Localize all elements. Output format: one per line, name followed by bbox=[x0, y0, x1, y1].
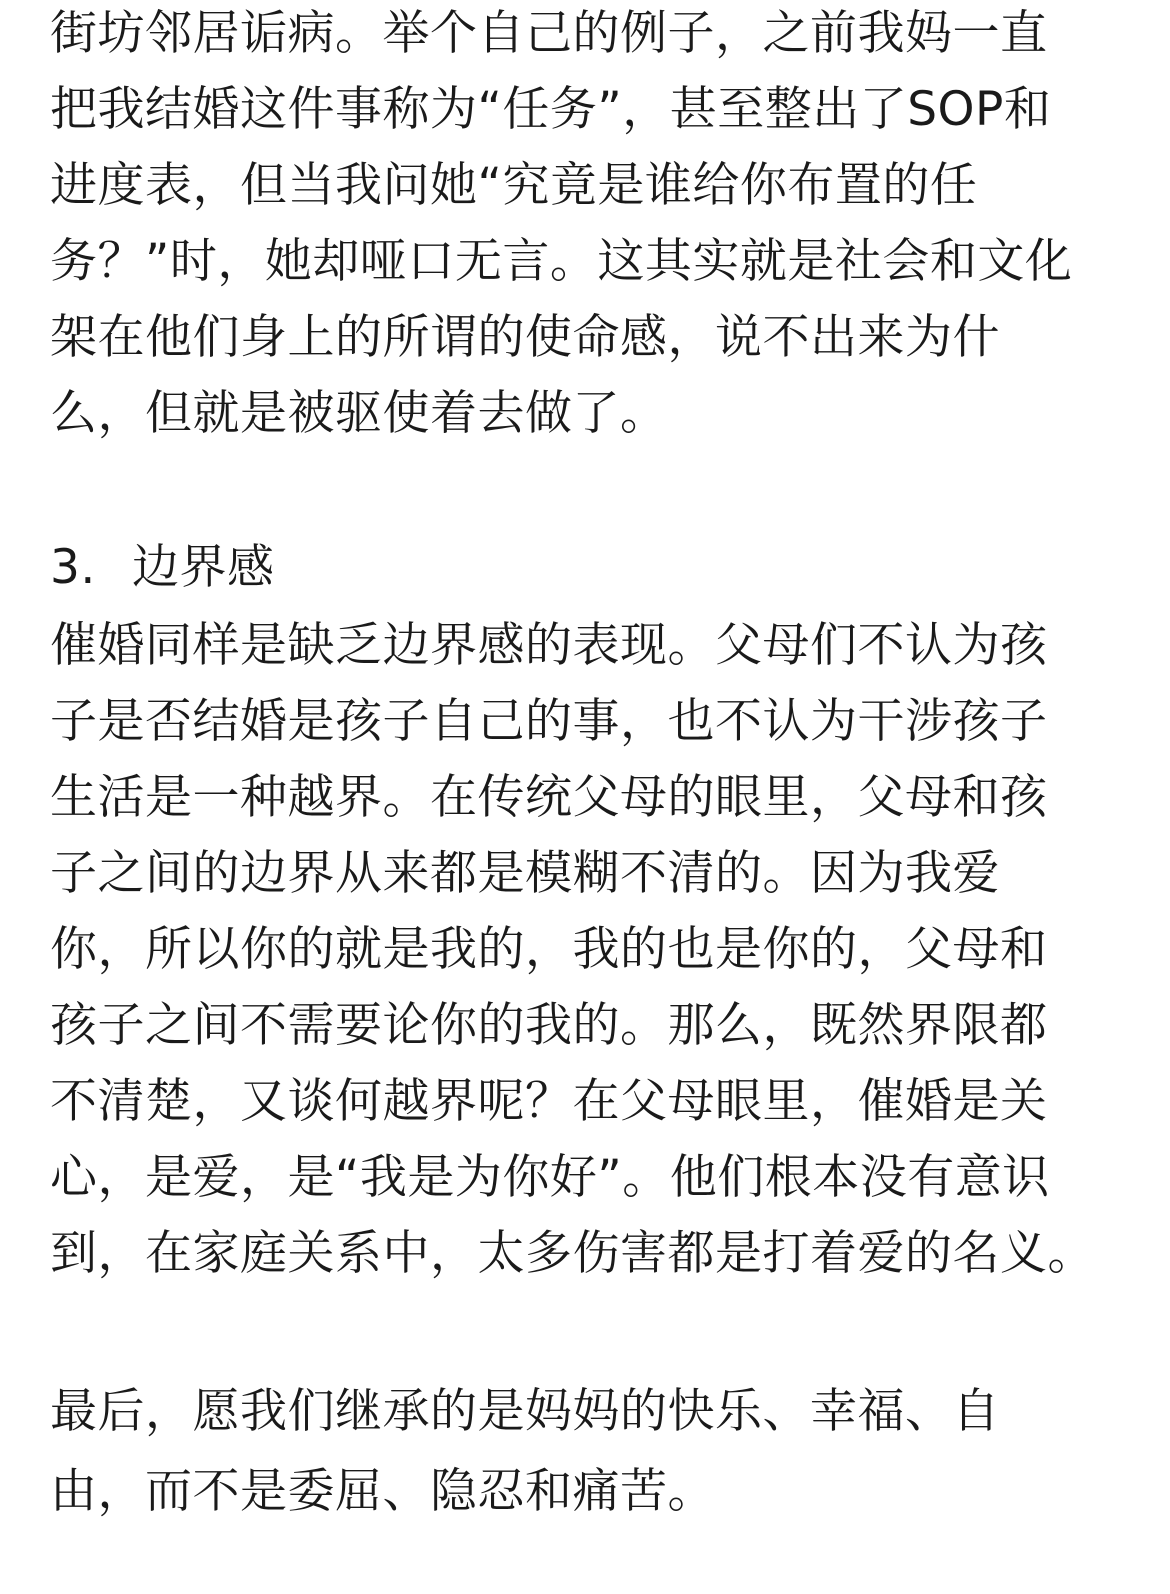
section-heading bbox=[50, 530, 275, 606]
section-number: 3. bbox=[50, 540, 96, 595]
text-line: 子是否结婚是孩子自己的事，也不认为干涉孩子 bbox=[50, 694, 1048, 749]
text-line: 你，所以你的就是我的，我的也是你的，父母和 bbox=[50, 922, 1048, 977]
text-line: 务？”时，她却哑口无言。这其实就是社会和文化 bbox=[50, 234, 1073, 289]
text-line: 孩子之间不需要论你的我的。那么，既然界限都 bbox=[50, 998, 1048, 1053]
text-line: 催婚同样是缺乏边界感的表现。父母们不认为孩 bbox=[50, 618, 1048, 673]
text-line: 心，是爱，是“我是为你好”。他们根本没有意识 bbox=[50, 1150, 1050, 1205]
text-line: 街坊邻居诟病。举个自己的例子，之前我妈一直 bbox=[50, 6, 1048, 61]
section-title: 边界感 bbox=[132, 540, 275, 595]
text-line: 最后，愿我们继承的是妈妈的快乐、幸福、自 bbox=[50, 1384, 1000, 1439]
text-line: 到，在家庭关系中，太多伤害都是打着爱的名义。 bbox=[50, 1226, 1095, 1281]
text-line: 子之间的边界从来都是模糊不清的。因为我爱 bbox=[50, 846, 1000, 901]
text-line: 么，但就是被驱使着去做了。 bbox=[50, 386, 668, 441]
text-line: 不清楚，又谈何越界呢？在父母眼里，催婚是关 bbox=[50, 1074, 1048, 1129]
text-line: 架在他们身上的所谓的使命感，说不出来为什 bbox=[50, 310, 1000, 365]
text-line: 由，而不是委屈、隐忍和痛苦。 bbox=[50, 1464, 715, 1519]
text-line: 把我结婚这件事称为“任务”，甚至整出了SOP和 bbox=[50, 82, 1052, 137]
text-line: 进度表，但当我问她“究竟是谁给你布置的任 bbox=[50, 158, 978, 213]
text-line: 生活是一种越界。在传统父母的眼里，父母和孩 bbox=[50, 770, 1048, 825]
